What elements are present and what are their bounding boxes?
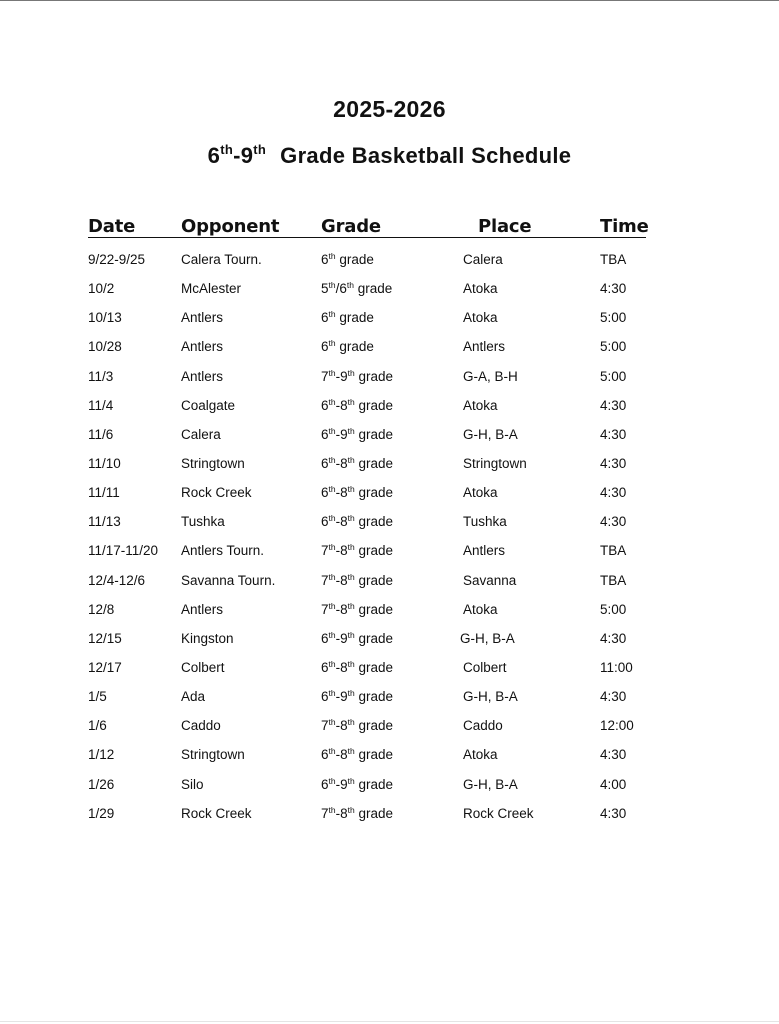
- grade-separator: -: [335, 514, 341, 530]
- game-time: 5:00: [600, 601, 627, 617]
- grade-start-suffix: th: [328, 775, 336, 786]
- grade-start-suffix: th: [328, 600, 336, 611]
- grade-separator: -: [335, 659, 341, 675]
- game-place: G-H, B-A: [460, 630, 515, 646]
- game-grade: [321, 602, 393, 617]
- table-row: [0, 485, 779, 514]
- table-row: [0, 398, 779, 427]
- game-place: Colbert: [463, 659, 507, 675]
- grade-start: 7: [321, 543, 329, 559]
- grade-end-suffix: th: [347, 746, 355, 757]
- grade-word: grade: [354, 368, 393, 384]
- game-opponent: Savanna Tourn.: [181, 572, 276, 588]
- grade-end: 9: [340, 426, 348, 442]
- grade-separator: -: [335, 426, 341, 442]
- table-header: [88, 216, 649, 238]
- table-row: [0, 427, 779, 456]
- table-row: [0, 660, 779, 689]
- schedule-title: [0, 143, 779, 169]
- grade-end: 6: [339, 281, 347, 297]
- game-opponent: Calera Tourn.: [181, 252, 262, 267]
- table-row: [0, 689, 779, 718]
- game-place: Antlers: [463, 543, 506, 559]
- grade-end-suffix: th: [347, 658, 355, 669]
- game-time: 4:30: [600, 281, 627, 297]
- grade-start-suffix: th: [328, 804, 336, 815]
- game-time: 4:30: [600, 689, 627, 705]
- game-opponent: Stringtown: [181, 747, 245, 763]
- table-row: [0, 573, 779, 602]
- game-time: 5:00: [600, 368, 627, 384]
- bottom-border: [0, 1021, 779, 1022]
- game-opponent: Antlers: [181, 368, 224, 384]
- game-date: 11/10: [88, 455, 121, 471]
- game-date: 11/17-11/20: [88, 543, 159, 559]
- grade-start-suffix: th: [328, 629, 336, 640]
- title-grade-from: 6: [207, 143, 221, 168]
- grade-end-suffix: th: [347, 804, 355, 815]
- game-place: G-H, B-A: [463, 426, 518, 442]
- grade-separator: -: [335, 776, 341, 792]
- game-grade: [321, 456, 393, 471]
- grade-start: 6: [321, 310, 329, 326]
- game-grade: [321, 514, 393, 529]
- grade-word: grade: [354, 805, 393, 821]
- grade-separator: -: [335, 543, 341, 559]
- table-row: [0, 514, 779, 543]
- grade-end: 8: [340, 747, 348, 763]
- table-row: [0, 369, 779, 398]
- grade-end-suffix: th: [347, 629, 355, 640]
- grade-end: 8: [340, 805, 348, 821]
- table-row: [0, 718, 779, 747]
- game-date: 12/15: [88, 630, 122, 646]
- grade-end: 8: [340, 601, 348, 617]
- grade-start-suffix: th: [328, 688, 336, 699]
- game-time: 4:30: [600, 455, 627, 471]
- grade-end: 9: [340, 368, 348, 384]
- game-date: 12/17: [88, 659, 122, 675]
- game-place: Tushka: [463, 514, 507, 530]
- grade-separator: -: [335, 368, 341, 384]
- game-opponent: Antlers Tourn.: [181, 543, 265, 559]
- game-place: Stringtown: [463, 455, 527, 471]
- grade-word: grade: [354, 572, 393, 588]
- grade-word: grade: [354, 485, 393, 501]
- header-time: Time: [600, 216, 649, 237]
- grade-start: 6: [321, 659, 329, 675]
- game-grade: [321, 427, 393, 442]
- grade-word: grade: [335, 252, 374, 267]
- grade-separator: -: [335, 397, 341, 413]
- grade-end-suffix: th: [347, 367, 355, 378]
- table-row: [0, 602, 779, 631]
- game-grade: [321, 573, 393, 588]
- game-date: 12/4-12/6: [88, 572, 146, 588]
- game-place: Atoka: [463, 601, 498, 617]
- grade-start: 6: [321, 339, 329, 355]
- grade-end: 8: [340, 397, 348, 413]
- game-grade: [321, 747, 393, 762]
- game-date: 10/2: [88, 281, 115, 297]
- grade-end: 8: [340, 718, 348, 734]
- table-row: [0, 747, 779, 776]
- grade-end: 8: [340, 485, 348, 501]
- game-place: Atoka: [463, 281, 498, 297]
- grade-end-suffix: th: [346, 280, 354, 291]
- grade-end: 8: [340, 543, 348, 559]
- game-date: 1/12: [88, 747, 115, 763]
- game-place: G-A, B-H: [463, 368, 518, 384]
- grade-end: 9: [340, 689, 348, 705]
- schedule-rows: [0, 252, 779, 835]
- title-dash: -: [233, 143, 241, 168]
- game-place: G-H, B-A: [463, 776, 518, 792]
- game-date: 10/28: [88, 339, 122, 355]
- grade-word: grade: [354, 776, 393, 792]
- game-place: Caddo: [463, 718, 503, 734]
- game-opponent: Antlers: [181, 339, 224, 355]
- game-grade: [321, 689, 393, 704]
- game-place: Atoka: [463, 485, 498, 501]
- game-opponent: Coalgate: [181, 397, 236, 413]
- game-date: 11/4: [88, 397, 114, 413]
- game-opponent: Caddo: [181, 718, 221, 734]
- grade-separator: -: [335, 689, 341, 705]
- game-place: Calera: [463, 252, 503, 267]
- grade-start: 7: [321, 718, 329, 734]
- game-grade: [321, 777, 393, 792]
- game-grade: [321, 281, 392, 296]
- grade-start-suffix: th: [328, 251, 336, 261]
- grade-separator: -: [335, 601, 341, 617]
- game-time: 4:00: [600, 776, 627, 792]
- grade-separator: -: [335, 455, 341, 471]
- grade-start-suffix: th: [328, 309, 336, 320]
- grade-word: grade: [335, 310, 374, 326]
- grade-end-suffix: th: [347, 688, 355, 699]
- header-place: Place: [478, 216, 532, 237]
- game-time: 4:30: [600, 485, 627, 501]
- game-opponent: Rock Creek: [181, 805, 252, 821]
- grade-start-suffix: th: [328, 338, 336, 349]
- grade-word: grade: [354, 659, 393, 675]
- grade-word: grade: [354, 426, 393, 442]
- game-date: 10/13: [88, 310, 122, 326]
- grade-word: grade: [354, 601, 393, 617]
- grade-start: 6: [321, 514, 329, 530]
- grade-start: 6: [321, 630, 329, 646]
- game-opponent: Colbert: [181, 659, 225, 675]
- grade-end-suffix: th: [347, 571, 355, 582]
- game-date: 12/8: [88, 601, 115, 617]
- game-opponent: Tushka: [181, 514, 225, 530]
- game-date: 11/3: [88, 368, 114, 384]
- game-grade: [321, 369, 393, 384]
- grade-end: 8: [340, 659, 348, 675]
- game-grade: [321, 398, 393, 413]
- grade-separator: -: [335, 485, 341, 501]
- grade-word: grade: [354, 689, 393, 705]
- grade-start: 6: [321, 776, 329, 792]
- grade-start: 7: [321, 805, 329, 821]
- grade-end-suffix: th: [347, 513, 355, 524]
- table-row: [0, 777, 779, 806]
- grade-start: 7: [321, 368, 329, 384]
- game-date: 9/22-9/25: [88, 252, 146, 267]
- grade-separator: /: [335, 281, 340, 297]
- game-grade: [321, 660, 393, 675]
- game-opponent: Silo: [181, 776, 204, 792]
- grade-start-suffix: th: [328, 396, 336, 407]
- game-date: 11/6: [88, 426, 114, 442]
- game-time: 5:00: [600, 310, 627, 326]
- game-date: 11/13: [88, 514, 121, 530]
- grade-start: 6: [321, 397, 329, 413]
- grade-word: grade: [354, 455, 393, 471]
- game-date: 1/29: [88, 805, 115, 821]
- grade-word: grade: [354, 718, 393, 734]
- grade-word: grade: [353, 281, 393, 297]
- game-time: TBA: [600, 252, 627, 267]
- grade-separator: -: [335, 747, 341, 763]
- header-opponent: Opponent: [181, 216, 280, 237]
- table-row: [0, 456, 779, 485]
- game-opponent: Rock Creek: [181, 485, 252, 501]
- grade-end: 8: [340, 455, 348, 471]
- grade-start: 7: [321, 601, 329, 617]
- game-place: Antlers: [463, 339, 506, 355]
- game-opponent: Calera: [181, 426, 221, 442]
- title-grade-from-suffix: th: [220, 142, 234, 157]
- table-row: [0, 806, 779, 835]
- game-grade: [321, 485, 393, 500]
- grade-end-suffix: th: [347, 425, 355, 436]
- grade-start-suffix: th: [328, 280, 336, 291]
- game-time: 4:30: [600, 805, 627, 821]
- grade-start-suffix: th: [328, 717, 336, 728]
- game-date: 1/26: [88, 776, 115, 792]
- game-place: Rock Creek: [463, 805, 534, 821]
- table-row: [0, 339, 779, 368]
- game-grade: [321, 543, 393, 558]
- header-grade: Grade: [321, 216, 381, 237]
- grade-word: grade: [335, 339, 374, 355]
- grade-start-suffix: th: [328, 454, 336, 465]
- table-row: [0, 310, 779, 339]
- game-time: 4:30: [600, 630, 627, 646]
- game-opponent: Kingston: [181, 630, 234, 646]
- game-grade: [321, 631, 393, 646]
- grade-start-suffix: th: [328, 542, 336, 553]
- game-opponent: Antlers: [181, 310, 224, 326]
- game-opponent: Ada: [181, 689, 206, 705]
- game-opponent: Stringtown: [181, 455, 245, 471]
- game-time: TBA: [600, 543, 627, 559]
- grade-word: grade: [354, 630, 393, 646]
- grade-separator: -: [335, 718, 341, 734]
- game-grade: [321, 310, 374, 325]
- game-time: 4:30: [600, 747, 627, 763]
- game-opponent: McAlester: [181, 281, 242, 297]
- grade-start: 6: [321, 426, 329, 442]
- grade-start-suffix: th: [328, 367, 336, 378]
- grade-start: 6: [321, 252, 329, 267]
- grade-end-suffix: th: [347, 484, 355, 495]
- grade-separator: -: [335, 630, 341, 646]
- grade-start-suffix: th: [328, 484, 336, 495]
- grade-start-suffix: th: [328, 425, 336, 436]
- grade-start-suffix: th: [328, 746, 336, 757]
- game-time: TBA: [600, 572, 627, 588]
- grade-start-suffix: th: [328, 513, 336, 524]
- game-date: 1/6: [88, 718, 107, 734]
- game-time: 4:30: [600, 426, 627, 442]
- table-row: [0, 281, 779, 310]
- game-place: G-H, B-A: [463, 689, 518, 705]
- table-row: [0, 631, 779, 660]
- grade-end: 8: [340, 514, 348, 530]
- game-grade: [321, 339, 374, 354]
- title-grade-to-suffix: th: [253, 142, 267, 157]
- grade-separator: -: [335, 805, 341, 821]
- game-time: 5:00: [600, 339, 627, 355]
- title-grade-to: 9: [240, 143, 254, 168]
- game-date: 11/11: [88, 485, 120, 501]
- grade-start: 6: [321, 455, 329, 471]
- grade-end-suffix: th: [347, 600, 355, 611]
- title-text: Grade Basketball Schedule: [280, 143, 572, 168]
- grade-word: grade: [354, 543, 393, 559]
- game-time: 4:30: [600, 397, 627, 413]
- game-time: 4:30: [600, 514, 627, 530]
- grade-end-suffix: th: [347, 454, 355, 465]
- grade-end-suffix: th: [347, 775, 355, 786]
- grade-start: 6: [321, 689, 329, 705]
- grade-end: 9: [340, 630, 348, 646]
- grade-start: 6: [321, 485, 329, 501]
- game-place: Atoka: [463, 310, 498, 326]
- game-date: 1/5: [88, 689, 107, 705]
- game-grade: [321, 252, 374, 267]
- grade-end: 8: [340, 572, 348, 588]
- grade-end: 9: [340, 776, 348, 792]
- game-time: 12:00: [600, 718, 634, 734]
- game-opponent: Antlers: [181, 601, 224, 617]
- game-place: Savanna: [463, 572, 517, 588]
- schedule-year: 2025-2026: [333, 96, 446, 122]
- game-place: Atoka: [463, 747, 498, 763]
- grade-start: 7: [321, 572, 329, 588]
- game-grade: [321, 718, 393, 733]
- top-border: [0, 0, 779, 1]
- grade-word: grade: [354, 747, 393, 763]
- grade-end-suffix: th: [347, 542, 355, 553]
- game-grade: [321, 806, 393, 821]
- grade-end-suffix: th: [347, 717, 355, 728]
- game-place: Atoka: [463, 397, 498, 413]
- grade-start: 5: [321, 281, 329, 297]
- grade-separator: -: [335, 572, 341, 588]
- table-row: [0, 543, 779, 572]
- grade-start: 6: [321, 747, 329, 763]
- grade-word: grade: [354, 514, 393, 530]
- grade-end-suffix: th: [347, 396, 355, 407]
- grade-start-suffix: th: [328, 571, 336, 582]
- header-date: Date: [88, 216, 136, 237]
- grade-start-suffix: th: [328, 658, 336, 669]
- game-time: 11:00: [600, 659, 633, 675]
- grade-word: grade: [354, 397, 393, 413]
- table-row: [0, 252, 779, 281]
